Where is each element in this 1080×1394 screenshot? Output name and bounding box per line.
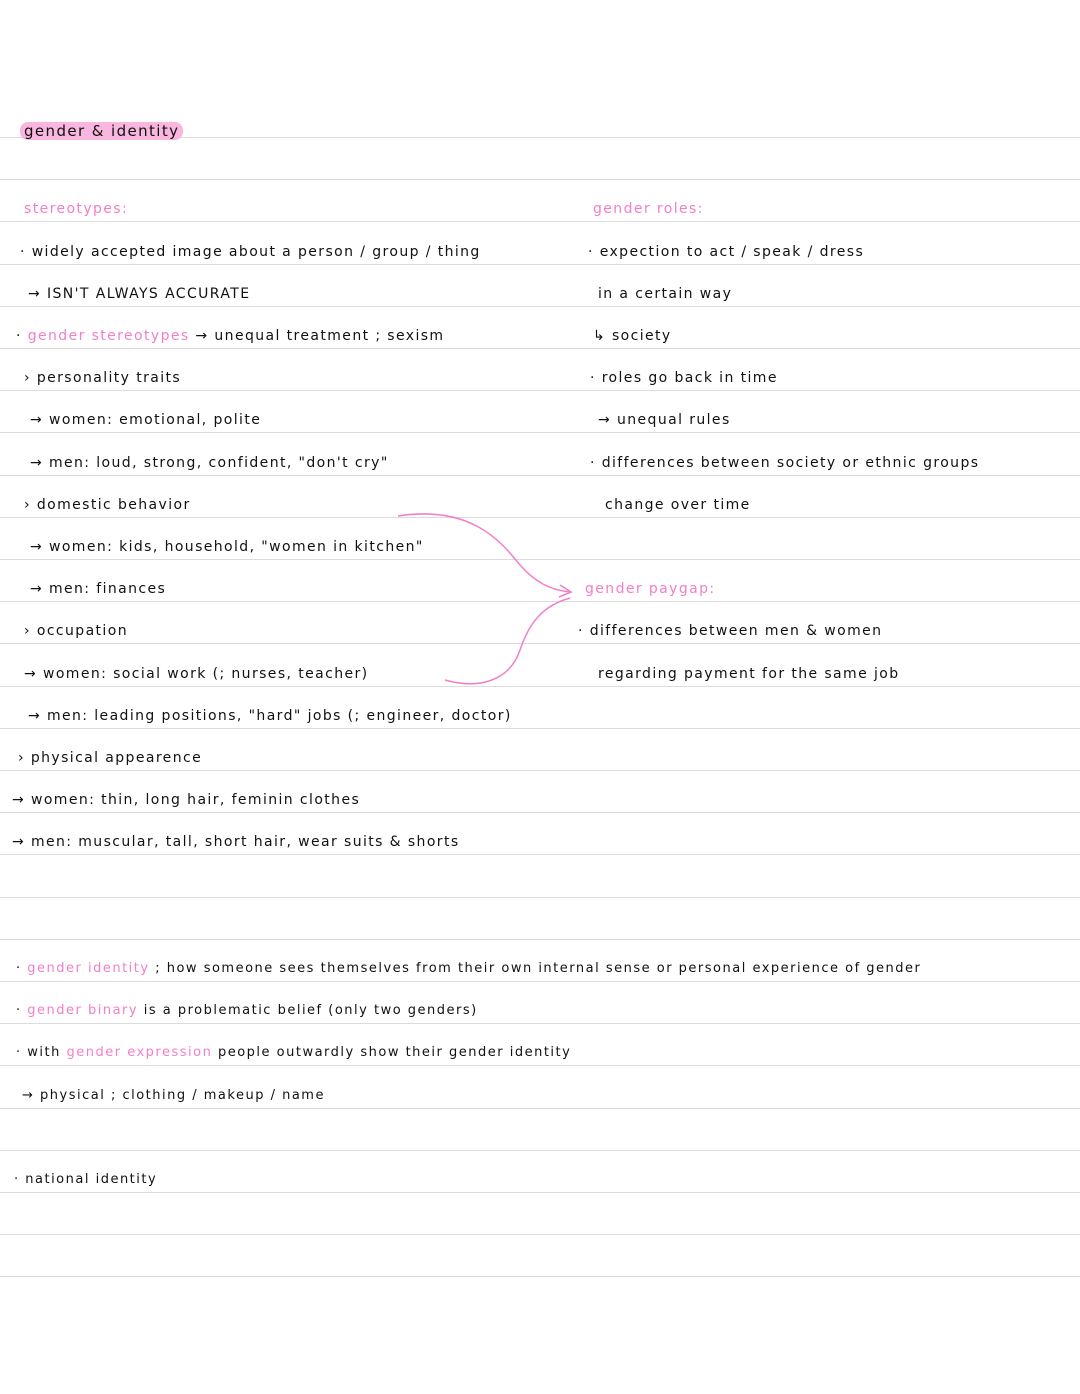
note-text: in a certain way xyxy=(598,285,733,302)
arrow-occupation-to-paygap xyxy=(445,598,570,684)
note-text: regarding payment for the same job xyxy=(598,665,900,682)
key-term: gender expression xyxy=(66,1045,213,1061)
note-text: · xyxy=(16,1003,28,1019)
note-text: · widely accepted image about a person / group / thing xyxy=(20,243,481,260)
note-text: → women: social work (; nurses, teacher) xyxy=(24,665,369,682)
note-text: · with xyxy=(16,1045,67,1061)
note-text: · xyxy=(16,328,28,344)
note-text: · roles go back in time xyxy=(590,370,778,387)
note-text: › physical appearence xyxy=(18,750,203,766)
note-text: → ISN'T ALWAYS ACCURATE xyxy=(28,285,251,302)
note-text: → men: finances xyxy=(30,581,167,598)
note-text: people outwardly show their gender identity xyxy=(212,1045,572,1061)
note-text: › personality traits xyxy=(24,370,182,387)
note-text: · differences between society or ethnic groups xyxy=(590,454,980,471)
key-term: gender paygap: xyxy=(585,581,716,598)
note-text: → women: kids, household, "women in kitchen" xyxy=(30,539,424,555)
note-text: → physical ; clothing / makeup / name xyxy=(22,1087,325,1103)
note-text: → women: thin, long hair, feminin clothes xyxy=(12,792,361,809)
note-text: › domestic behavior xyxy=(24,496,191,513)
note-text: → men: muscular, tall, short hair, wear suits & shorts xyxy=(12,834,460,851)
note-text: · differences between men & women xyxy=(578,623,883,640)
key-term: gender binary xyxy=(27,1003,139,1019)
key-term: gender stereotypes xyxy=(27,328,190,344)
key-term: gender roles: xyxy=(593,201,704,218)
arrow-domestic-to-paygap xyxy=(398,514,570,592)
note-text: › occupation xyxy=(24,623,128,640)
note-text: → women: emotional, polite xyxy=(30,412,262,429)
key-term: gender identity xyxy=(27,961,150,976)
note-text: is a problematic belief (only two genders) xyxy=(138,1003,478,1019)
note-text: · expection to act / speak / dress xyxy=(588,243,865,260)
note-text: → unequal treatment ; sexism xyxy=(189,328,445,344)
note-text: → men: loud, strong, confident, "don't cry" xyxy=(30,454,389,471)
note-text: ↳ society xyxy=(593,328,672,344)
note-text: → men: leading positions, "hard" jobs (; engineer, doctor) xyxy=(28,707,512,724)
note-text: change over time xyxy=(605,496,751,513)
note-text: · xyxy=(16,961,28,976)
note-text: · national identity xyxy=(14,1172,158,1187)
key-term: stereotypes: xyxy=(24,201,129,218)
note-text: → unequal rules xyxy=(598,412,731,429)
note-text: ; how someone sees themselves from their own internal sense or personal experience of gender xyxy=(149,961,922,976)
title-text: gender & identity xyxy=(20,122,183,140)
